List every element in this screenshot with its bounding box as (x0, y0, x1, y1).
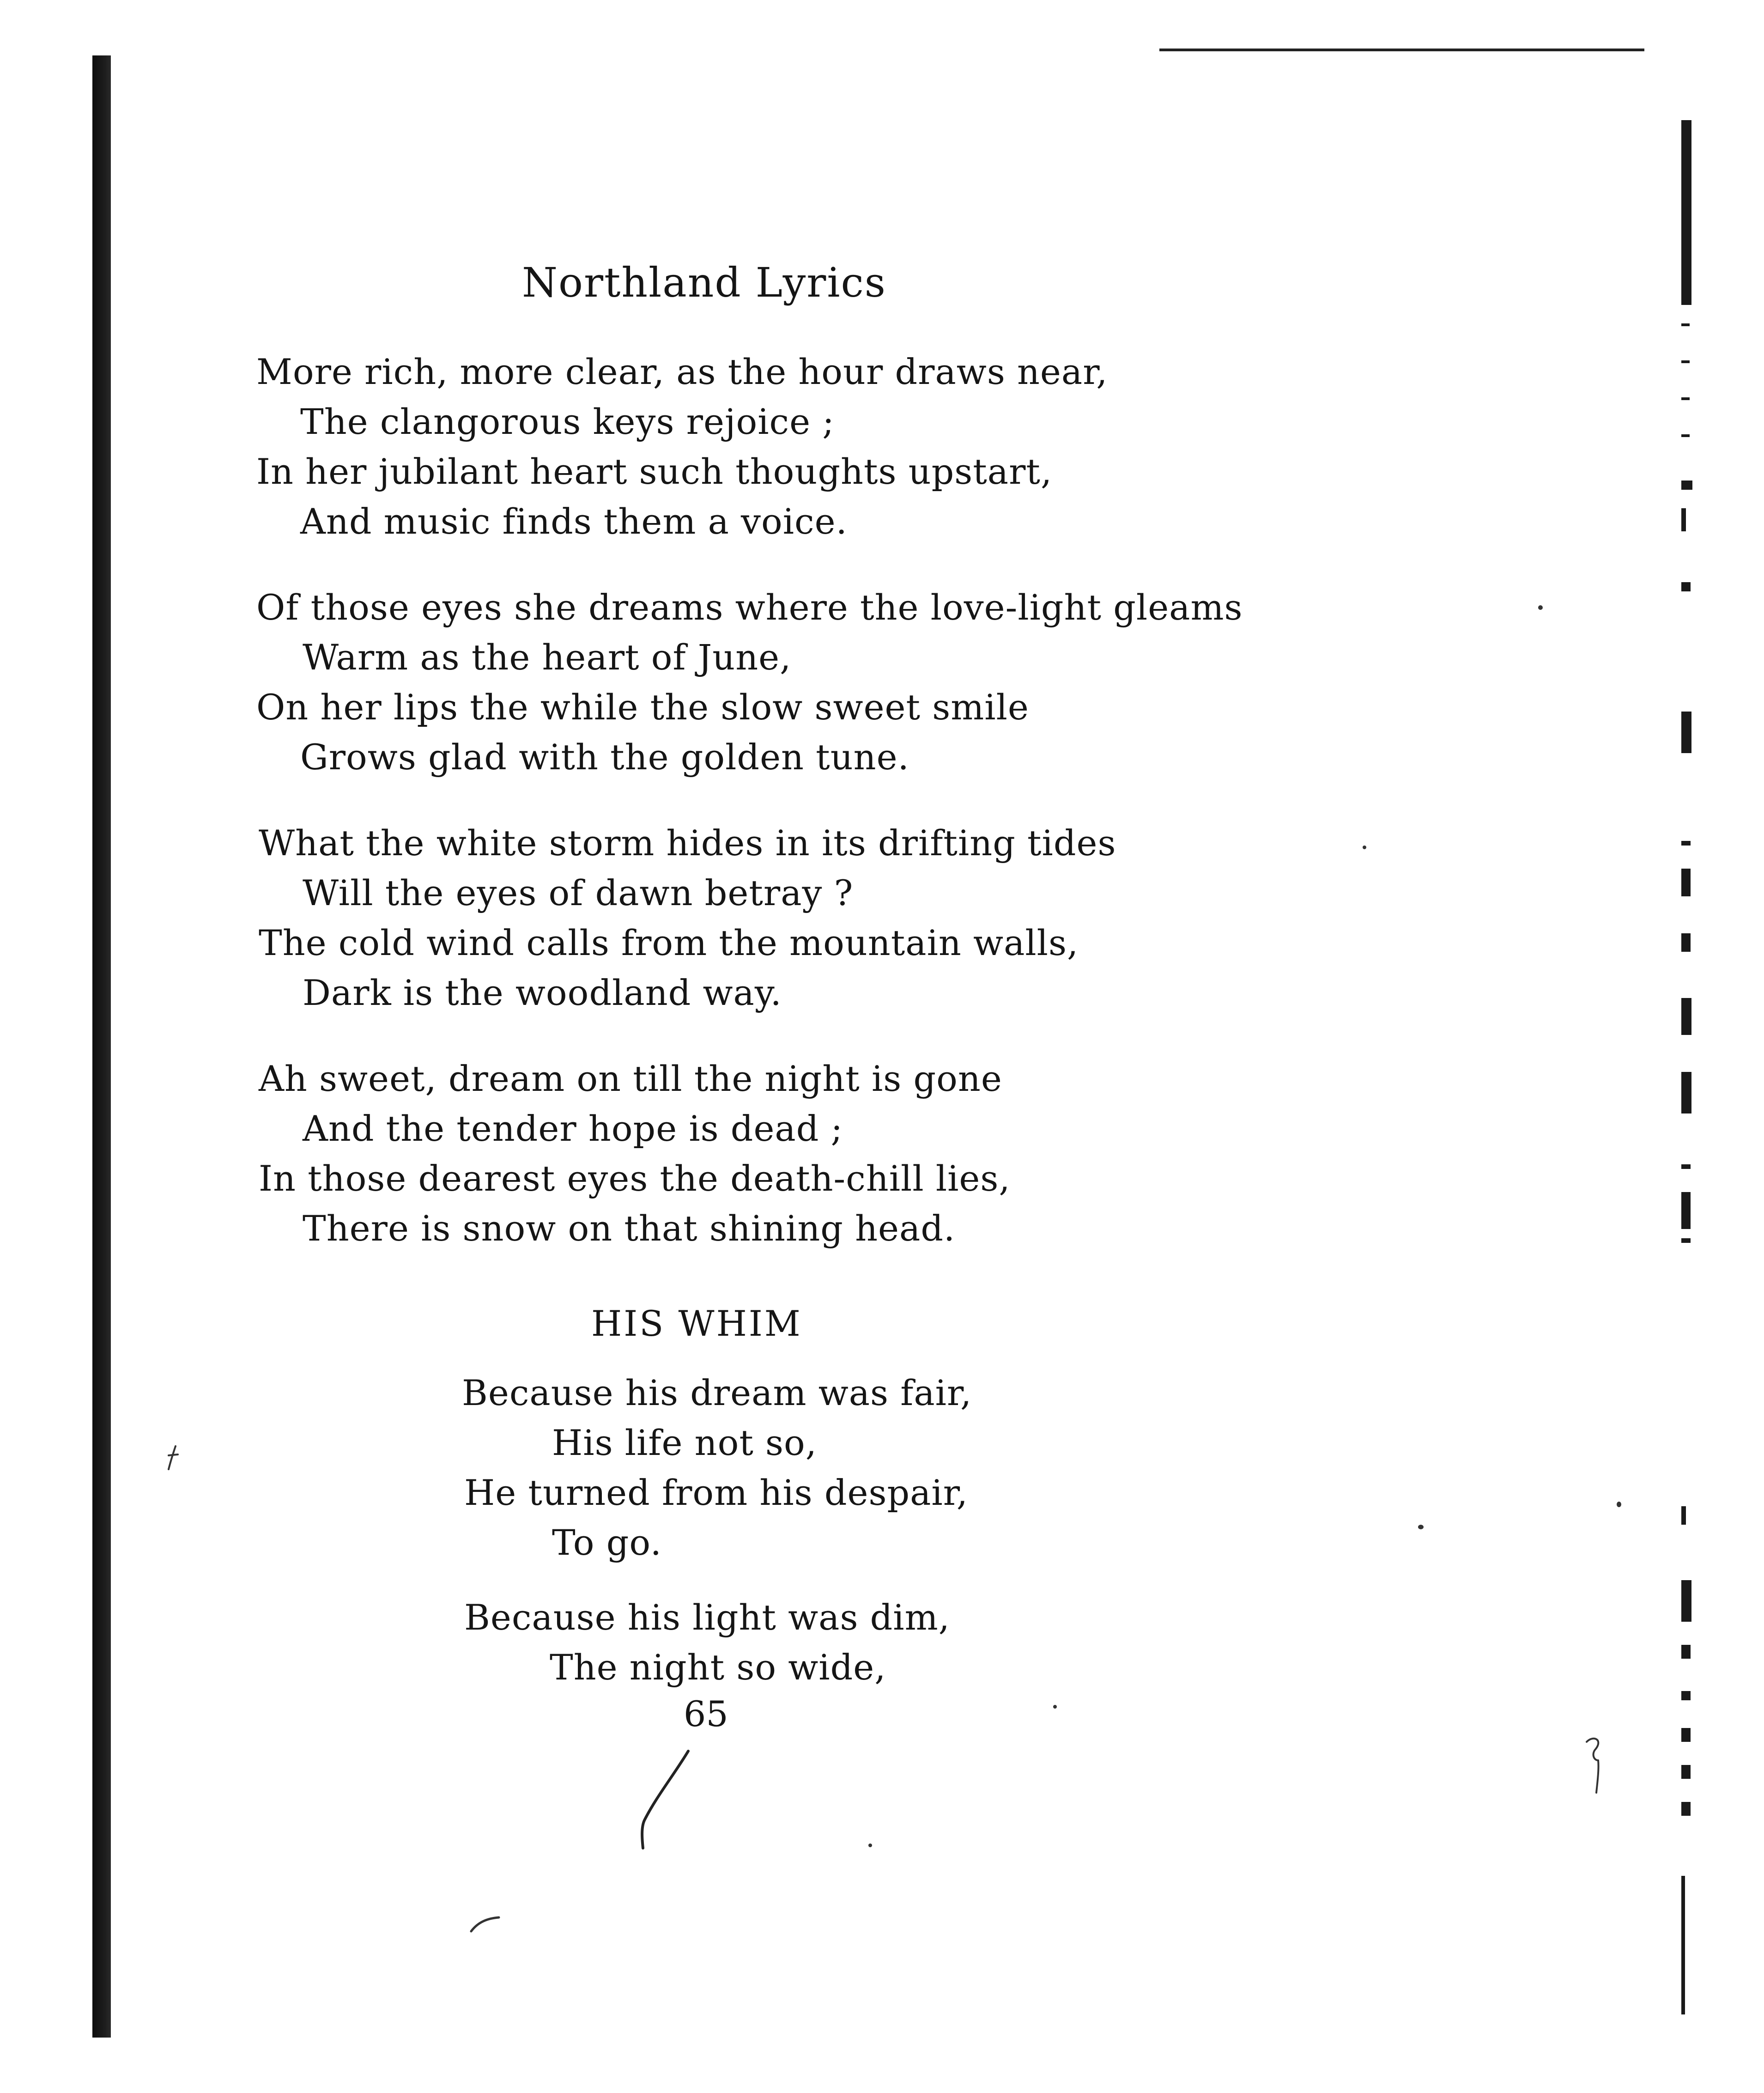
poem-line: On her lips the while the slow sweet smile (256, 687, 1029, 728)
poem-line: Because his light was dim, (464, 1597, 950, 1638)
pencil-stroke-mark (1580, 1733, 1607, 1797)
pencil-stroke-mark (467, 1913, 503, 1936)
poem-line: The clangorous keys rejoice ; (300, 401, 835, 442)
poem-line: To go. (552, 1522, 662, 1563)
poem-line: In those dearest eyes the death-chill lies, (259, 1158, 1011, 1199)
poem-line: Warm as the heart of June, (303, 637, 792, 678)
pencil-stroke-mark (633, 1746, 697, 1853)
poem-line: There is snow on that shining head. (303, 1208, 956, 1249)
poem-line: Will the eyes of dawn betray ? (303, 872, 854, 913)
poem-line: Dark is the woodland way. (303, 972, 782, 1013)
poem-line: And music finds them a voice. (300, 501, 848, 542)
poem-line: More rich, more clear, as the hour draws near, (256, 351, 1108, 392)
poem-line: The night so wide, (550, 1647, 886, 1688)
poem-line: What the white storm hides in its drifting tides (259, 822, 1116, 864)
poem-line: Ah sweet, dream on till the night is gone (259, 1058, 1002, 1099)
poem-title: HIS WHIM (591, 1303, 802, 1344)
poem-line: Grows glad with the golden tune. (300, 736, 909, 778)
poem-line: The cold wind calls from the mountain walls, (259, 922, 1079, 963)
running-head: Northland Lyrics (522, 259, 886, 306)
poem-line: Because his dream was fair, (462, 1372, 972, 1413)
poem-line: And the tender hope is dead ; (303, 1108, 843, 1149)
page-number: 65 (684, 1693, 728, 1734)
pencil-stroke-mark (157, 1442, 185, 1474)
poem-line: His life not so, (552, 1422, 817, 1463)
poem-line: He turned from his despair, (464, 1472, 968, 1513)
poem-line: Of those eyes she dreams where the love-light gleams (256, 587, 1243, 628)
poem-line: In her jubilant heart such thoughts upstart, (256, 451, 1053, 492)
